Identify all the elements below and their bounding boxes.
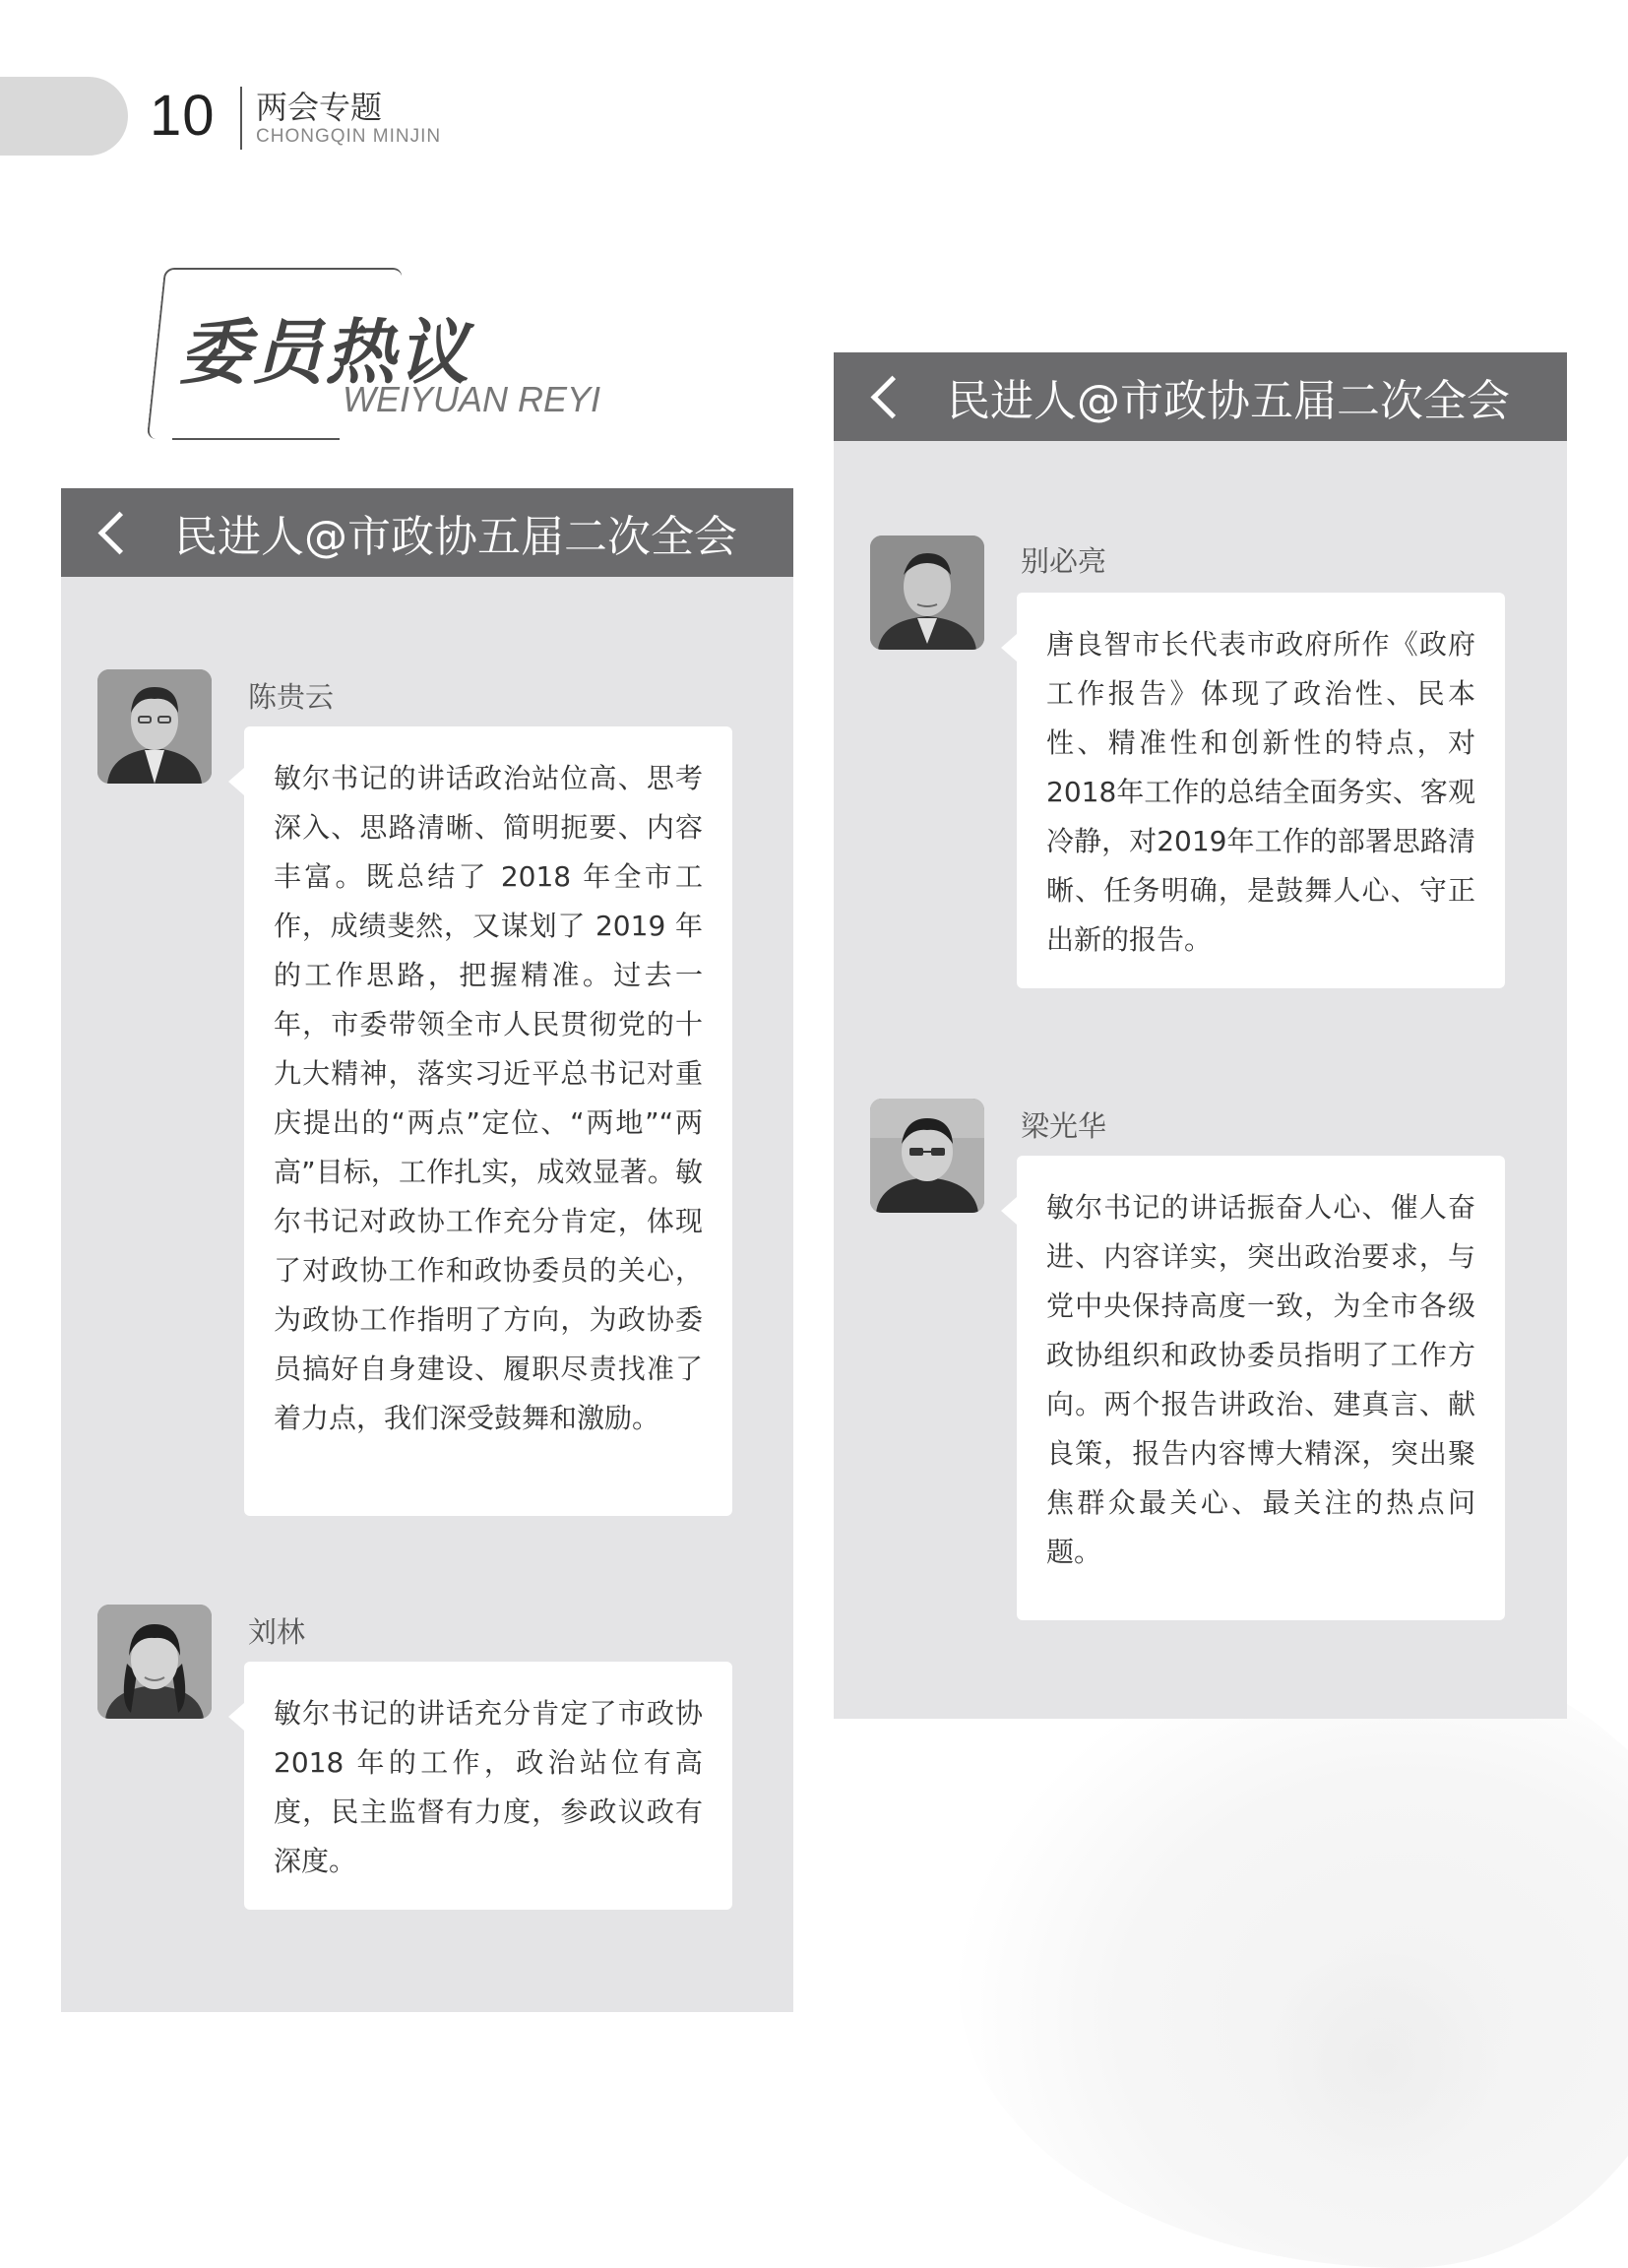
background-splash-detail [1254,1953,1510,2170]
column-logo-frame-line [172,438,340,440]
section-title: 两会专题 [256,89,383,126]
portrait-photo-icon [870,1099,984,1213]
avatar [870,1099,984,1213]
left-panel-heading: 民进人@市政协五届二次全会 [174,512,737,562]
page-tab-pill [0,77,128,156]
right-panel [834,352,1567,1719]
header-divider [240,87,242,150]
avatar [97,669,212,784]
commenter-name: 别必亮 [1021,544,1107,578]
commenter-name: 陈贵云 [248,680,335,714]
comment-bubble [1017,1156,1505,1620]
comment-bubble [1017,593,1505,988]
right-panel-heading: 民进人@市政协五届二次全会 [947,376,1510,426]
section-subtitle: CHONGQIN MINJIN [256,126,442,147]
background-splash [959,1638,1628,2268]
right-panel-header [834,352,1567,441]
avatar [870,536,984,650]
comment-text: 唐良智市长代表市政府所作《政府工作报告》体现了政治性、民本性、精准性和创新性的特点，对2018年工作的总结全面务实、客观冷静，对2019年工作的部署思路清晰、任务明确，是鼓舞人心、守正出新的报告。 [1046,628,1475,956]
portrait-photo-icon [870,536,984,650]
comment-bubble [244,1662,732,1910]
page-number: 10 [150,84,216,148]
chevron-left-icon [98,511,142,554]
portrait-photo-icon [97,669,212,784]
avatar [97,1605,212,1719]
column-logo-title: 委员热议 [179,311,471,394]
left-panel-header [61,488,793,577]
comment-text: 敏尔书记的讲话充分肯定了市政协 2018 年的工作，政治站位有高度，民主监督有力度，参政议政有深度。 [274,1697,703,1877]
comment-text: 敏尔书记的讲话振奋人心、催人奋进、内容详实，突出政治要求，与党中央保持高度一致，为全市各级政协组织和政协委员指明了工作方向。两个报告讲政治、建真言、献良策，报告内容博大精深，突出聚焦群众最关心、最关注的热点问题。 [1046,1191,1475,1568]
left-panel [61,488,793,2012]
comment-bubble [244,726,732,1516]
commenter-name: 梁光华 [1021,1109,1107,1143]
comment-text: 敏尔书记的讲话政治站位高、思考深入、思路清晰、简明扼要、内容丰富。既总结了 2018 年全市工作，成绩斐然，又谋划了 2019 年的工作思路，把握精准。过去一年，市委带领全市人民贯彻党的十九大精神，落实习近平总书记对重庆提出的“两点”定位、“两地”“两高”目标，工作扎实，成效显著。敏尔书记对政协工作充分肯定，体现了对政协工作和政协委员的关心，为政协工作指明了方向，为政协委员搞好自身建设、履职尽责找准了着力点，我们深受鼓舞和激励。 [274,762,703,1434]
portrait-photo-icon [97,1605,212,1719]
column-logo-subtitle: WEIYUAN REYI [343,379,601,419]
commenter-name: 刘林 [248,1615,306,1649]
chevron-left-icon [871,375,914,418]
